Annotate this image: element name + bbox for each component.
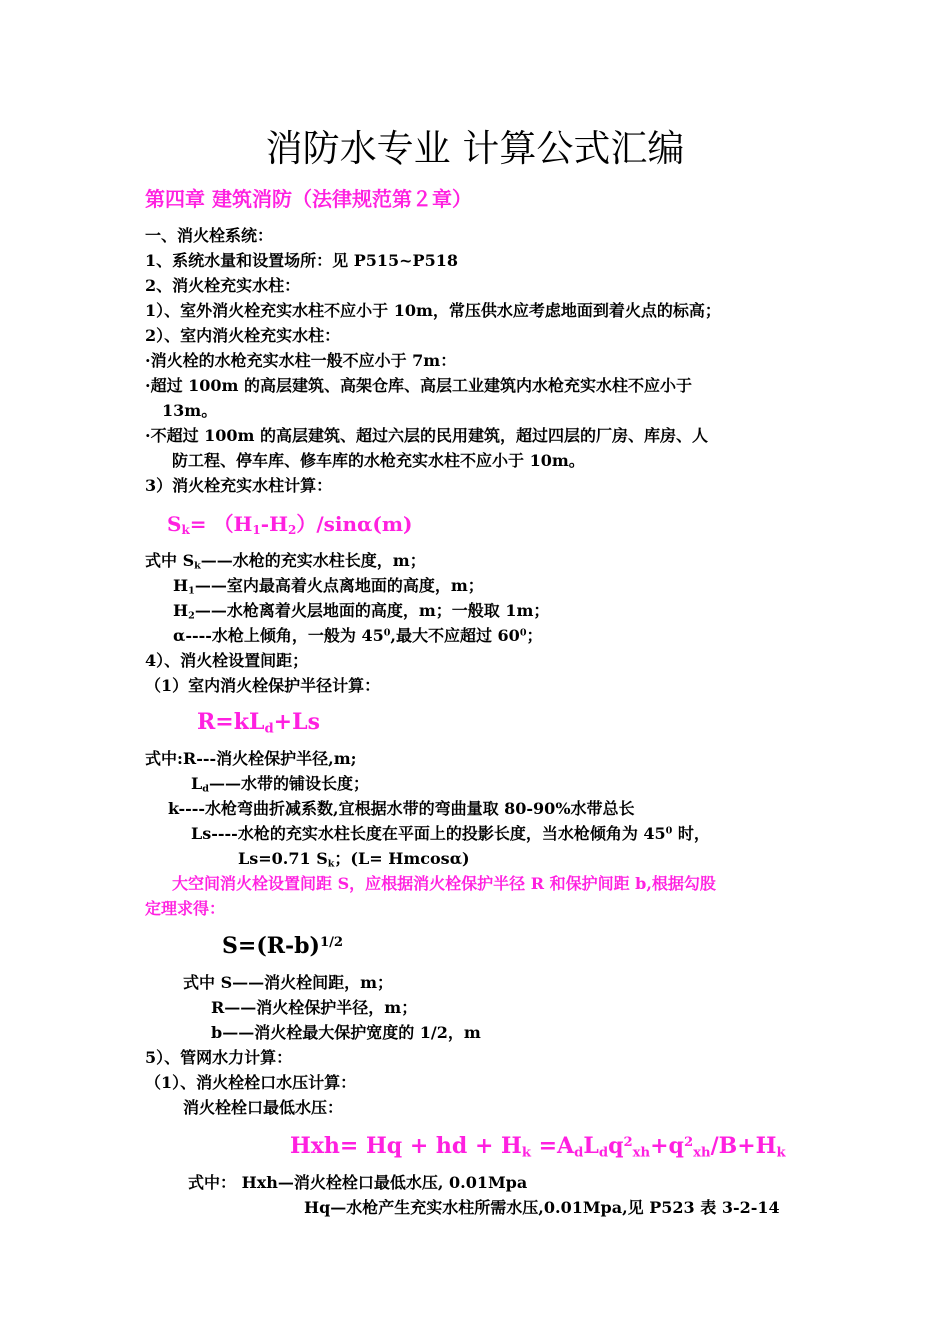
text-line: k----水枪弯曲折减系数,宜根据水带的弯曲量取 80-90%水带总长 <box>168 799 635 818</box>
text-line: Hq—水枪产生充实水柱所需水压,0.01Mpa,见 P523 表 3-2-14 <box>304 1198 780 1217</box>
text-line: （1）、消火栓栓口水压计算： <box>145 1073 357 1092</box>
text-line: 4）、消火栓设置间距； <box>145 651 309 670</box>
text-line: 2）、室内消火栓充实水柱： <box>145 326 341 345</box>
text-line: 13m。 <box>162 401 218 420</box>
where-line: $H_2——$水枪离着火层地面的高度，m；一般取 1m； <box>173 601 550 622</box>
text-line: （1）室内消火栓保护半径计算： <box>145 676 381 695</box>
text-line: 1）、室外消火栓充实水柱不应小于 10m，常压供水应考虑地面到着火点的标高； <box>145 301 721 320</box>
text-line: 2、消火栓充实水柱： <box>145 276 301 295</box>
page-title: 消防水专业 计算公式汇编 <box>265 127 685 170</box>
text-line: ·消火栓的水枪充实水柱一般不应小于 7m： <box>145 351 457 370</box>
text-line: 1、系统水量和设置场所：见 P515~P518 <box>145 251 458 270</box>
text-line: 3）消火栓充实水柱计算： <box>145 476 333 495</box>
formula-spacing: $S=(R-b)^{1/2}$ <box>222 933 344 959</box>
text-line-highlight: 大空间消火栓设置间距 S，应根据消火栓保护半径 R 和保护间距 b,根据勾股 <box>172 874 716 893</box>
formula-protection-radius: $R=kL_d+Ls$ <box>197 709 320 737</box>
text-line-highlight: 定理求得： <box>145 899 226 918</box>
where-line: α----水枪上倾角，一般为 $45^0$,最大不应超过 $60^0$； <box>173 626 543 645</box>
text-line: 5）、管网水力计算： <box>145 1048 293 1067</box>
text-line: 式中： Hxh—消火栓栓口最低水压, 0.01Mpa <box>188 1173 528 1192</box>
text-line: b——消火栓最大保护宽度的 1/2，m <box>211 1023 481 1042</box>
text-line: 式中 S——消火栓间距，m； <box>183 973 394 992</box>
formula-hydrant-pressure: Hxh= Hq + hd + $H_k =A_dL_dq^2_{xh}+q^2_{xh}/B+H_k$ <box>290 1133 786 1161</box>
text-line: 防工程、停车库、修车库的水枪充实水柱不应小于 10m。 <box>172 451 585 470</box>
chapter-heading: 第四章 建筑消防（法律规范第２章） <box>145 187 472 211</box>
text-line: Ls----水枪的充实水柱长度在平面上的投影长度，当水枪倾角为 $45^0$ 时， <box>191 824 710 843</box>
text-line: 一、消火栓系统： <box>145 226 274 245</box>
text-line: 消火栓栓口最低水压： <box>183 1098 344 1117</box>
text-line: ·超过 100m 的高层建筑、高架仓库、高层工业建筑内水枪充实水柱不应小于 <box>145 376 693 395</box>
text-line: Ls=0.71 $S_k$；(L= Hmcosα) <box>238 849 470 870</box>
where-line: $H_1——$室内最高着火点离地面的高度，m； <box>173 576 484 597</box>
text-line: ·不超过 100m 的高层建筑、超过六层的民用建筑，超过四层的厂房、库房、人 <box>145 426 709 445</box>
where-line: $L_d——$水带的铺设长度； <box>191 774 369 795</box>
where-line: 式中 $S_k——$水枪的充实水柱长度，m； <box>145 551 426 572</box>
text-line: 式中:R---消火栓保护半径,m; <box>145 749 357 768</box>
text-line: R——消火栓保护半径，m； <box>211 998 418 1017</box>
formula-water-column: $S_k= (H_1-H_2)/\sin\alpha(m)$ <box>167 512 413 537</box>
